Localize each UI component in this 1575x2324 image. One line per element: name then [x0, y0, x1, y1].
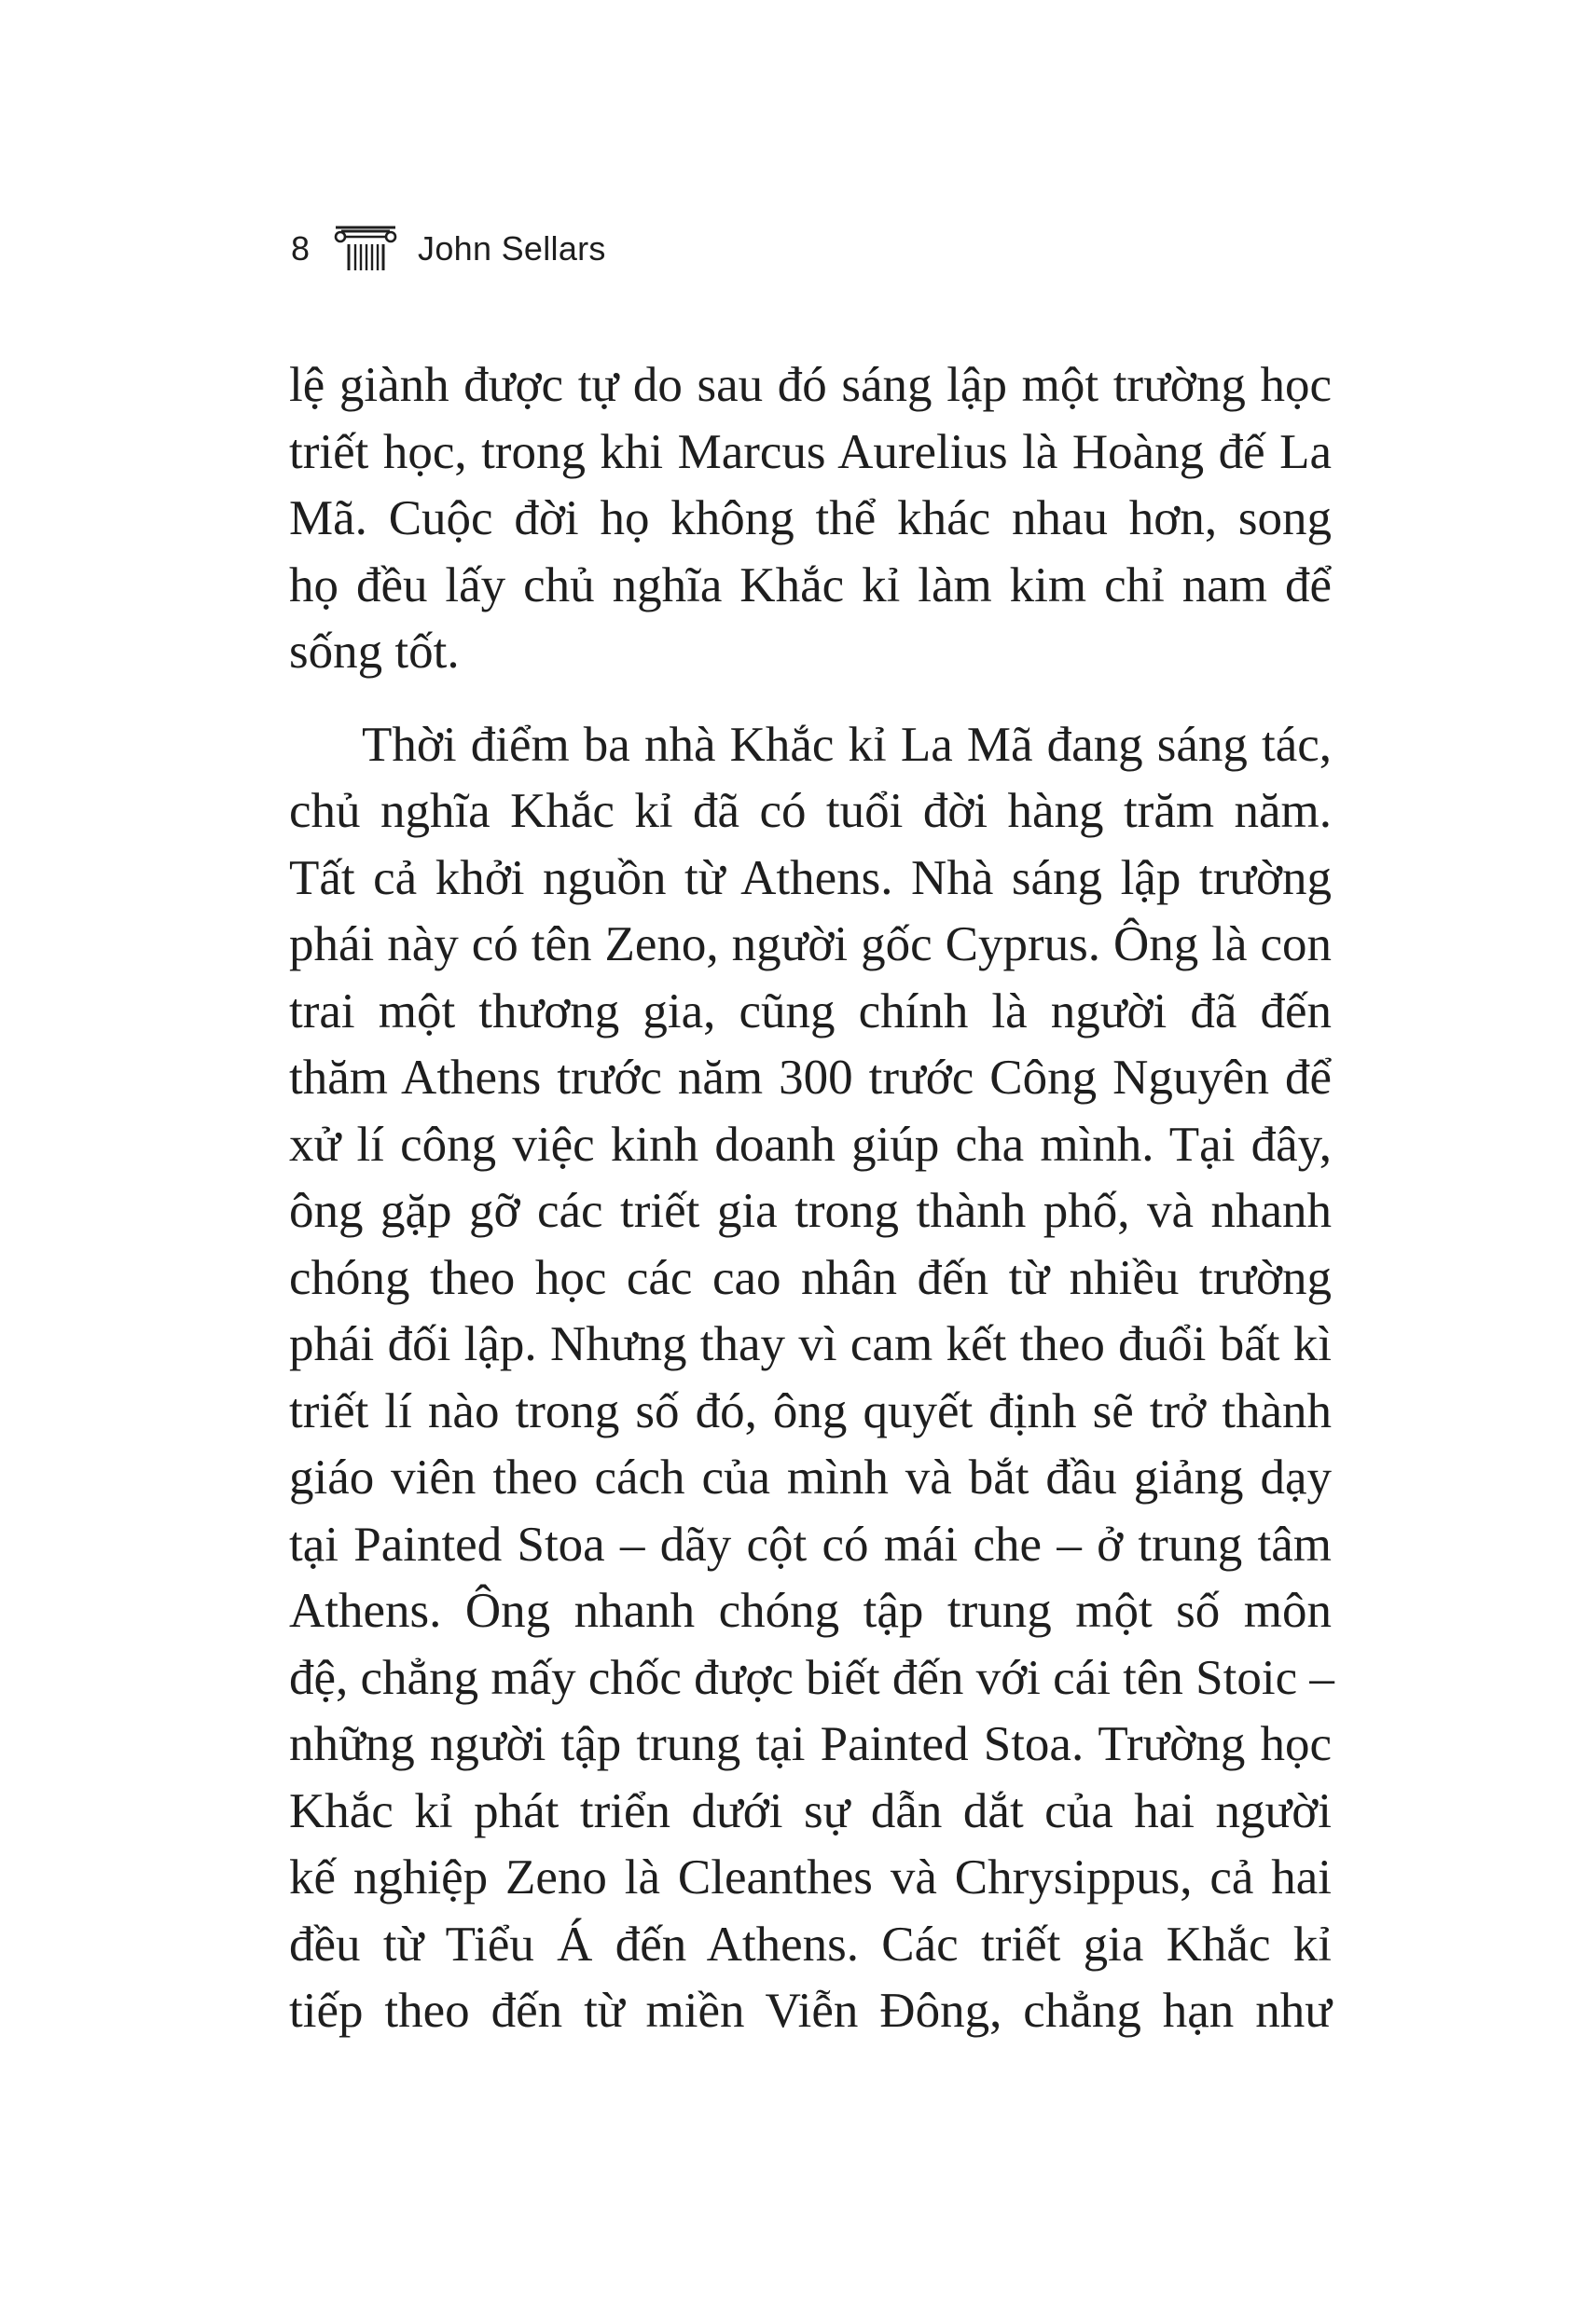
text-line: phái đối lập. Nhưng thay vì cam kết theo đuổi bất kì [289, 1317, 1332, 1371]
text-line: trai một thương gia, cũng chính là người đã đến [289, 983, 1332, 1038]
text-line: ông gặp gỡ các triết gia trong thành phố, và nhanh [289, 1184, 1332, 1238]
author-name: John Sellars [418, 229, 606, 268]
text-line: đệ, chẳng mấy chốc được biết đến với cái tên Stoic – [289, 1650, 1334, 1705]
text-line: triết học, trong khi Marcus Aurelius là Hoàng đế La [289, 424, 1332, 479]
text-line: giáo viên theo cách của mình và bắt đầu giảng dạy [289, 1451, 1332, 1505]
body-text [289, 352, 1332, 2045]
text-line: thăm Athens trước năm 300 trước Công Nguyên để [289, 1051, 1332, 1105]
text-line: Mã. Cuộc đời họ không thể khác nhau hơn, song [289, 491, 1332, 545]
text-line: tại Painted Stoa – dãy cột có mái che – ở trung tâm [289, 1517, 1332, 1572]
text-line: họ đều lấy chủ nghĩa Khắc kỉ làm kim chỉ nam để [289, 557, 1332, 612]
text-line: tiếp theo đến từ miền Viễn Đông, chẳng hạn như [289, 1984, 1332, 2038]
text-line: Tất cả khởi nguồn từ Athens. Nhà sáng lập trường [289, 850, 1332, 905]
page-number: 8 [291, 229, 311, 268]
paragraph-1 [289, 352, 1332, 686]
text-line: triết lí nào trong số đó, ông quyết định sẽ trở thành [289, 1383, 1332, 1438]
text-line: kế nghiệp Zeno là Cleanthes và Chrysippus, cả hai [289, 1850, 1332, 1905]
text-line: đều từ Tiểu Á đến Athens. Các triết gia Khắc kỉ [289, 1917, 1332, 1972]
text-line: Thời điểm ba nhà Khắc kỉ La Mã đang sáng tác, [362, 717, 1332, 772]
text-line: phái này có tên Zeno, người gốc Cyprus. Ông là con [289, 917, 1332, 971]
running-header [291, 216, 606, 282]
text-line: chóng theo học các cao nhân đến từ nhiều trường [289, 1250, 1332, 1305]
text-line: Khắc kỉ phát triển dưới sự dẫn dắt của hai người [289, 1783, 1332, 1838]
text-line: lệ giành được tự do sau đó sáng lập một trường học [289, 358, 1332, 412]
text-line: xử lí công việc kinh doanh giúp cha mình. Tại đây, [289, 1117, 1332, 1172]
paragraph-2 [289, 712, 1332, 2045]
ionic-column-icon [332, 222, 399, 276]
text-line: những người tập trung tại Painted Stoa. Trường học [289, 1717, 1332, 1771]
paragraph-spacer [289, 686, 1332, 712]
text-line: Athens. Ông nhanh chóng tập trung một số môn [289, 1584, 1332, 1638]
text-line: sống tốt. [289, 625, 460, 679]
text-line: chủ nghĩa Khắc kỉ đã có tuổi đời hàng trăm năm. [289, 784, 1332, 838]
